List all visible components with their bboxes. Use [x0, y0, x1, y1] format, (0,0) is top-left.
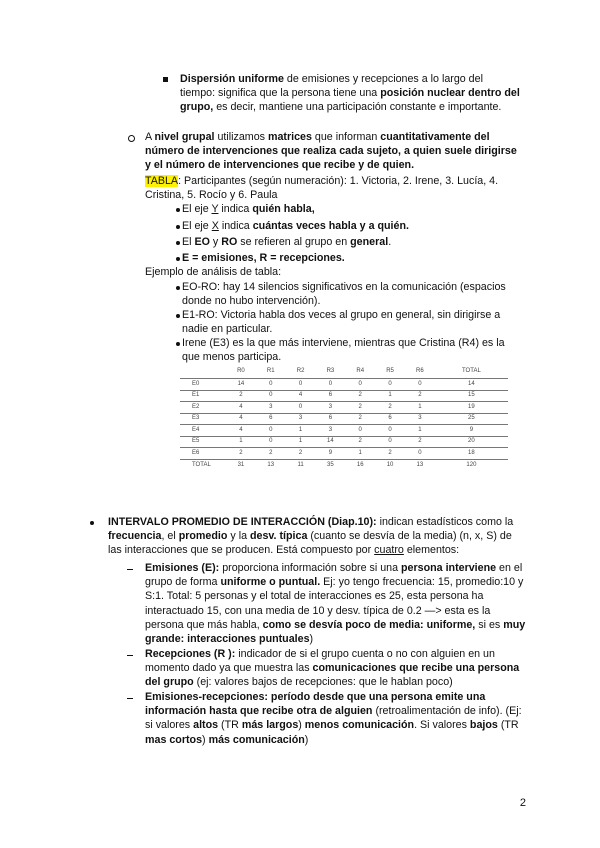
er-definition-item: E = emisiones, R = recepciones. [182, 252, 345, 264]
interaction-matrix-table [180, 364, 508, 472]
table-row: E1 2 0 4 6 2 1 2 15 [180, 390, 508, 402]
column-header: R2 [296, 367, 305, 374]
eo-ro-item: El EO y RO se refieren al grupo en general. [182, 236, 392, 248]
column-header: R4 [356, 367, 365, 374]
page-number: 2 [519, 796, 526, 809]
table-row: E3 4 6 3 6 2 6 3 25 [180, 413, 508, 425]
tabla-participants: TABLA: Participantes (según numeración): 1. Victoria, 2. Irene, 3. Lucía, 4. Cristina, 5. Rocío y 6. Paula [145, 175, 499, 202]
bullet-icon [176, 286, 180, 290]
uniform-dispersion-item: Dispersión uniforme de emisiones y recepciones a lo largo del tiempo: significa que la persona tiene una posición nuclear dentro del grupo, es decir, mantiene una participación constante e importante. [180, 73, 520, 114]
emisiones-item: Emisiones (E): proporciona información sobre si una persona interviene en el grupo de forma uniforme o puntual. Ej: yo tengo frecuencia: 15, promedio:10 y S:1. Total: 5 personas y el total de interacciones es 25, esta persona ha interactuado 15, con una media de 10 y desv. típica de 0.2 —> esta es la persona que más habla, como se desvía poco de media: uniforme, si es muy grande: interacciones puntuales) [145, 562, 526, 646]
tabla-highlight: TABLA [145, 175, 179, 187]
intervalo-section: INTERVALO PROMEDIO DE INTERACCIÓN (Diap.10): indican estadísticos como la frecuencia, el promedio y la desv. típica (cuanto se desvía de la media) (n, x, S) de las interacciones que se producen. Está compuesto por cuatro elementos: [108, 516, 514, 557]
bullet-icon [176, 241, 180, 245]
column-header: R5 [386, 367, 394, 374]
axis-y-item: El eje Y indica quién habla, [182, 203, 315, 215]
table-header-row [180, 364, 508, 379]
table-row: E2 4 3 0 3 2 2 1 19 [180, 402, 508, 414]
dash-bullet-icon [127, 698, 133, 699]
bullet-icon [176, 342, 180, 346]
table-row: E6 2 2 2 9 1 2 0 18 [180, 448, 508, 460]
group-level-item: A nivel grupal utilizamos matrices que informan cuantitativamente del número de intervenciones que realiza cada sujeto, a quien suele dirigirse y el número de intervenciones que recibe y de quien. [145, 131, 517, 172]
column-header: R3 [326, 367, 335, 374]
column-header: R0 [237, 367, 245, 374]
dash-bullet-icon [127, 655, 133, 656]
example-item: Irene (E3) es la que más interviene, mientras que Cristina (R4) es la que menos participa. [182, 337, 505, 364]
table-row: E5 1 0 1 14 2 0 2 20 [180, 436, 508, 448]
example-title: Ejemplo de análisis de tabla: [145, 266, 282, 278]
table-row: E4 4 0 1 3 0 0 1 9 [180, 425, 508, 437]
column-header: R1 [266, 367, 275, 374]
circle-bullet-icon [128, 135, 135, 142]
table-row: E0 14 0 0 0 0 0 0 14 [180, 379, 508, 391]
bullet-icon [176, 225, 180, 229]
column-header: R6 [416, 367, 424, 374]
bullet-icon [176, 314, 180, 318]
square-bullet-icon [163, 77, 168, 82]
example-item: E1-RO: Victoria habla dos veces al grupo en general, sin dirigirse a nadie en particular. [182, 309, 501, 336]
bullet-icon [176, 208, 180, 212]
emisiones-recepciones-item: Emisiones-recepciones: período desde que una persona emite una información hasta que recibe otra de alguien (retroalimentación de info). (Ej: si valores altos (TR más largos) menos comunicación. Si valores bajos (TR mas cortos) más comunicación) [145, 691, 522, 746]
dash-bullet-icon [127, 569, 133, 570]
bullet-icon [176, 257, 180, 261]
bullet-icon [90, 521, 94, 525]
table-total-row: TOTAL 31 13 11 35 16 10 13 120 [180, 459, 508, 472]
column-header: TOTAL [462, 367, 481, 374]
recepciones-item: Recepciones (R ): indicador de si el grupo cuenta o no con alguien en un momento dado ya que muestra las comunicaciones que recibe una persona del grupo (ej: valores bajos de recepciones: que le hablan poco) [145, 648, 520, 689]
axis-x-item: El eje X indica cuántas veces habla y a quién. [182, 220, 409, 232]
example-item: EO-RO: hay 14 silencios significativos en la comunicación (espacios donde no hubo intervención). [182, 281, 506, 308]
